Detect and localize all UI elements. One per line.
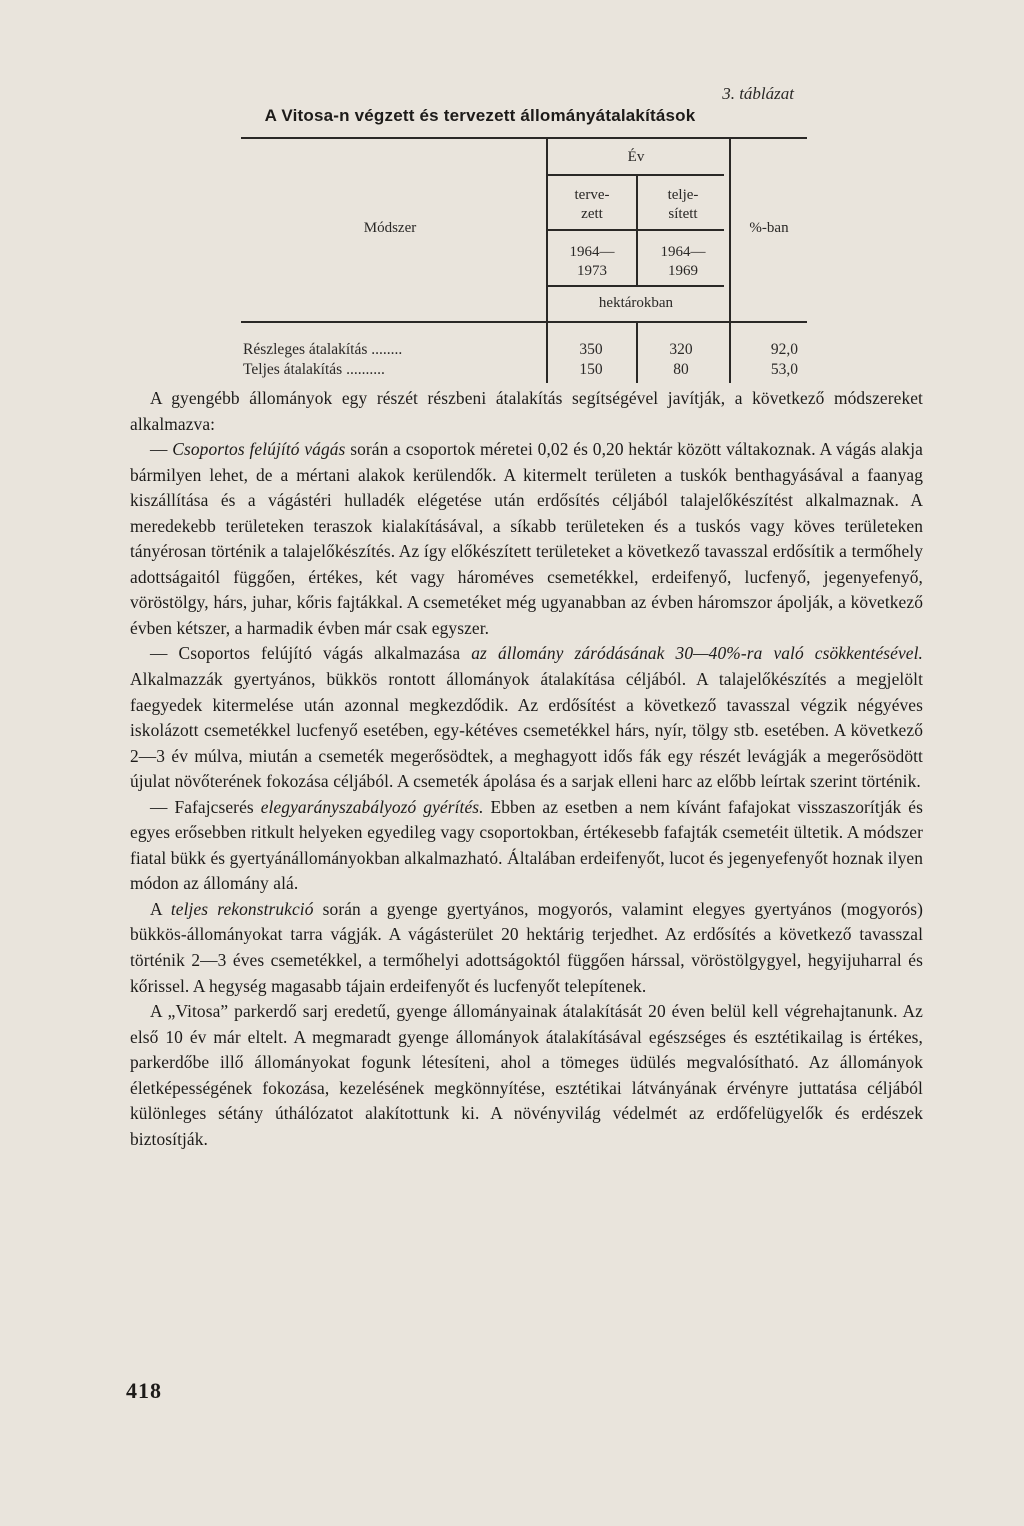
header-completed-period: 1964— 1969: [660, 244, 706, 279]
paragraph-text: Alkalmazzák gyertyános, bükkös rontott állományok átalakítása céljából. A talajelőkészítés a megjelölt faegyedek kitermelése után azonnal megkezdődik. Az erdősítést a következő tavasszal végzik négyéves iskolázott csemetékkel lucfenyő esetében, egy-kétéves csemetékkel hárs, nyír, tölgy stb. esetében. A következő 2—3 év múlva, miután a csemeték megerősödtek, a meghagyott idős fák egy részét levágják a megerősödött újulat növőterének fokozása céljából. A csemeték ápolása és a sarjak elleni harc az előbb leírtak szerint történik.: [130, 669, 923, 792]
paragraph: [130, 897, 923, 999]
table-period-rule: [546, 285, 724, 287]
cell-completed: 80: [673, 361, 689, 378]
table-header-bottom-rule: [241, 321, 807, 323]
table-year-rule: [546, 174, 724, 176]
paragraph: [130, 437, 923, 641]
header-unit: hektárokban: [598, 295, 674, 311]
paragraph-emphasis: teljes rekonstrukció: [170, 898, 314, 919]
header-method: Módszer: [363, 220, 417, 236]
body-text: [130, 386, 923, 1152]
paragraph-emphasis: Csoportos felújító vágás: [172, 439, 346, 460]
cell-percent: 92,0: [770, 341, 798, 358]
cell-planned: 150: [579, 361, 603, 378]
paragraph-text: során a gyenge gyertyános, mogyorós, valamint elegyes gyertyános (mogyorós) bükkös-állományokat tarra vágják. A vágásterület 20 hektárig terjedhet. Az erdősítés a következő tavasszal történik 2—3 éves csemetékkel, a termőhelyi adottságoktól függően hárssal, vöröstölgygyel, hegyijuharral és kőrissel. A hegység magasabb tájain erdeifenyőt és lucfenyőt telepítenek.: [130, 898, 924, 996]
page-number: 418: [126, 1378, 162, 1403]
paragraph-text: — Fafajcserés: [150, 796, 261, 817]
paragraph-text: — Csoportos felújító vágás alkalmazása: [150, 643, 472, 664]
table-top-rule: [241, 137, 807, 139]
paragraph: [130, 999, 923, 1152]
paragraph-text: során a csoportok méretei 0,02 és 0,20 hektár között váltakoznak. A vágás alakja bármilyen lehet, de a mértani alakok kerülendők. A kitermelt területen a tuskók benthagyásával a faanyag kiszállítása és a vágástéri hulladék elégetése után erdősítés céljából talajelőkészítést alkalmaznak. A meredekebb területeken teraszok kialakításával, a síkabb területeken és a tuskós vagy köves területeken tányérosan történik a talajelőkészítés. Az így előkészített területeket a következő tavasszal erdősítik a termőhely adottságaitól függően, értékes, két vagy hároméves csemetékkel, erdeifenyő, lucfenyő, jegenyefenyő, vöröstölgy, hárs, juhar, kőris fajtákkal. A csemetéket még ugyanabban az évben háromszor ápolják, a következő évben kétszer, a harmadik évben már csak egyszer.: [130, 439, 923, 638]
header-planned: terve- zett: [574, 187, 610, 222]
paragraph: [130, 795, 923, 897]
row-label: Részleges átalakítás ........: [243, 341, 403, 358]
paragraph: [130, 386, 923, 437]
paragraph-text: A gyengébb állományok egy részét részbeni átalakítás segítségével javítják, a következő módszereket alkalmazva:: [130, 388, 923, 434]
paragraph-emphasis: elegyarányszabályozó gyérítés.: [260, 796, 484, 817]
table-col-divider-3b: [729, 321, 731, 383]
header-completed: telje- sített: [667, 187, 699, 222]
header-year: Év: [627, 149, 645, 165]
table-col-divider-2b: [636, 321, 638, 383]
paragraph-text: A „Vitosa” parkerdő sarj eredetű, gyenge állományainak átalakítását 20 éven belül kell végrehajtanunk. Az első 10 év már eltelt. A megmaradt gyenge állományok átalakításával egészséges és esztétikailag is értékes, parkerdőbe illő állományokat fogunk létesíteni, ahol a tömeges üdülés megvalósítható. Az állományok életképességének fokozása, kezelésének megkönnyítése, esztétikai látványának érvényre juttatása céljából különleges sétány úthálózatot alakítottunk ki. A növényvilág védelmét az erdőfelügyelők és erdészek biztosítják.: [130, 1001, 923, 1149]
paragraph-text: A: [150, 898, 171, 919]
paragraph-text: Ebben az esetben a nem kívánt fafajokat visszaszorítják és egyes erősebben ritkult helyeken egyedileg vagy csoportokban, értékesebb fafajták csemetéit ültetik. A módszer fiatal bükk és gyertyánállományokban alkalmazható. Általában erdeifenyőt, lucot és jegenyefenyőt hoznak ilyen módon az állomány alá.: [130, 796, 923, 894]
table-label: 3. táblázat: [722, 84, 794, 103]
cell-planned: 350: [579, 341, 603, 358]
paragraph-text: —: [150, 439, 173, 460]
table-subheader-rule: [546, 229, 724, 231]
paragraph: [130, 641, 923, 794]
cell-percent: 53,0: [770, 361, 798, 378]
header-planned-period: 1964— 1973: [569, 244, 615, 279]
paragraph-emphasis: az állomány záródásának 30—40%-ra való csökkentésével.: [471, 643, 923, 664]
cell-completed: 320: [669, 341, 693, 358]
header-percent: %-ban: [749, 220, 789, 236]
row-label: Teljes átalakítás ..........: [243, 361, 385, 378]
table-title: A Vitosa-n végzett és tervezett állományátalakítások: [264, 106, 696, 125]
